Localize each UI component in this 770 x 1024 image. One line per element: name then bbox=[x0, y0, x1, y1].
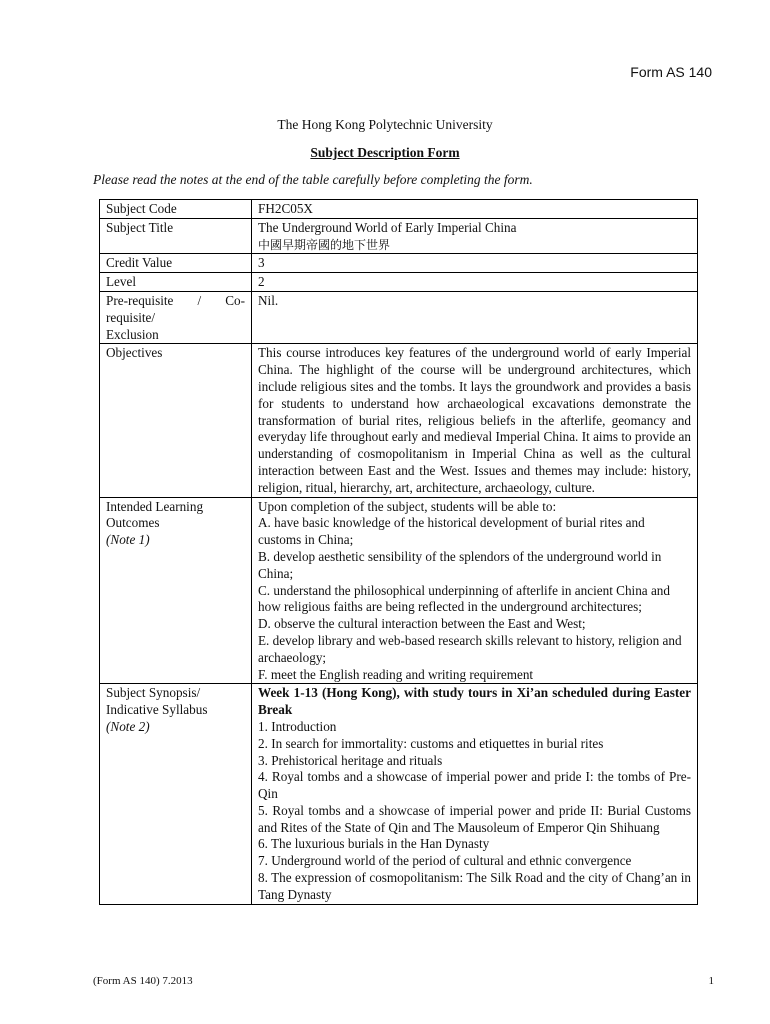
row-objectives bbox=[100, 344, 698, 497]
ilo-label-line2: Outcomes bbox=[106, 515, 160, 531]
value-synopsis bbox=[252, 684, 698, 904]
form-title: Subject Description Form bbox=[310, 145, 460, 160]
label-subject-title: Subject Title bbox=[100, 218, 252, 254]
list-item: A. have basic knowledge of the historical development of burial rites and customs in China; bbox=[258, 515, 645, 548]
value-prerequisite: Nil. bbox=[252, 291, 698, 343]
page-number: 1 bbox=[708, 975, 714, 987]
value-subject-title bbox=[252, 218, 698, 254]
row-prerequisite bbox=[100, 291, 698, 343]
synopsis-label-line1: Subject Synopsis/ bbox=[106, 685, 201, 701]
label-level: Level bbox=[100, 273, 252, 292]
label-prerequisite bbox=[100, 291, 252, 343]
ilo-note: (Note 1) bbox=[106, 532, 150, 548]
synopsis-heading: Week 1-13 (Hong Kong), with study tours in Xi’an scheduled during Easter Break bbox=[258, 685, 691, 718]
label-synopsis bbox=[100, 684, 252, 904]
list-item: 8. The expression of cosmopolitanism: The Silk Road and the city of Chang’an in Tang Dynasty bbox=[258, 870, 691, 902]
ilo-label-line1: Intended Learning bbox=[106, 498, 204, 514]
subject-title-en: The Underground World of Early Imperial China bbox=[258, 219, 517, 235]
row-credit-value bbox=[100, 254, 698, 273]
prereq-label-line3: Exclusion bbox=[106, 326, 159, 342]
list-item: 3. Prehistorical heritage and rituals bbox=[258, 752, 443, 768]
synopsis-label-line2: Indicative Syllabus bbox=[106, 702, 208, 718]
list-item: B. develop aesthetic sensibility of the splendors of the underground world in China; bbox=[258, 548, 662, 581]
prereq-label-line1: Pre-requisite / Co- bbox=[106, 292, 245, 308]
list-item: 4. Royal tombs and a showcase of imperial power and pride I: the tombs of Pre-Qin bbox=[258, 769, 691, 802]
list-item: E. develop library and web-based research skills relevant to history, religion and archaeology; bbox=[258, 632, 682, 665]
ilo-intro: Upon completion of the subject, students will be able to: bbox=[258, 498, 557, 514]
footer-form-ref: (Form AS 140) 7.2013 bbox=[93, 975, 193, 987]
list-item: 2. In search for immortality: customs and etiquettes in burial rites bbox=[258, 735, 604, 751]
list-item: C. understand the philosophical underpinning of afterlife in ancient China and how religious faiths are being reflected in the underground architectures; bbox=[258, 582, 670, 615]
form-id: Form AS 140 bbox=[630, 64, 712, 80]
list-item: F. meet the English reading and writing requirement bbox=[258, 666, 534, 682]
label-credit-value: Credit Value bbox=[100, 254, 252, 273]
value-objectives: This course introduces key features of the underground world of early Imperial China. The highlight of the course will be underground architectures, which include religious sites and the tombs. It lays the groundwork and provides a basis for students to understand how archaeological excavations demonstrate the transformation of burial rites, religious beliefs in the afterlife, geomancy and everyday life throughout early and medieval Imperial China. It aims to provide an understanding of cosmopolitanism in Imperial China as well as the cultural interaction between East and the West. Issues and themes may include: history, religion, ritual, hierarchy, art, architecture, archaeology, culture. bbox=[252, 344, 698, 497]
value-ilo bbox=[252, 497, 698, 684]
label-ilo bbox=[100, 497, 252, 684]
instruction-note: Please read the notes at the end of the table carefully before completing the form. bbox=[93, 172, 533, 187]
row-synopsis bbox=[100, 684, 698, 904]
row-level bbox=[100, 273, 698, 292]
list-item: 5. Royal tombs and a showcase of imperial power and pride II: Burial Customs and Rites of the State of Qin and The Mausoleum of Emperor Qin Shihuang bbox=[258, 802, 691, 835]
list-item: 7. Underground world of the period of cultural and ethnic convergence bbox=[258, 853, 632, 869]
list-item: 6. The luxurious burials in the Han Dynasty bbox=[258, 836, 490, 852]
list-item: 1. Introduction bbox=[258, 718, 337, 734]
university-name: The Hong Kong Polytechnic University bbox=[277, 117, 493, 132]
value-credit-value: 3 bbox=[252, 254, 698, 273]
list-item: D. observe the cultural interaction between the East and West; bbox=[258, 616, 586, 632]
subject-title-cn: 中國早期帝國的地下世界 bbox=[258, 237, 391, 252]
label-subject-code: Subject Code bbox=[100, 200, 252, 219]
row-subject-title bbox=[100, 218, 698, 254]
row-ilo bbox=[100, 497, 698, 684]
value-level: 2 bbox=[252, 273, 698, 292]
subject-table bbox=[99, 199, 698, 905]
prereq-label-line2: requisite/ bbox=[106, 309, 156, 325]
label-objectives: Objectives bbox=[100, 344, 252, 497]
row-subject-code bbox=[100, 200, 698, 219]
synopsis-note: (Note 2) bbox=[106, 718, 150, 734]
value-subject-code: FH2C05X bbox=[252, 200, 698, 219]
